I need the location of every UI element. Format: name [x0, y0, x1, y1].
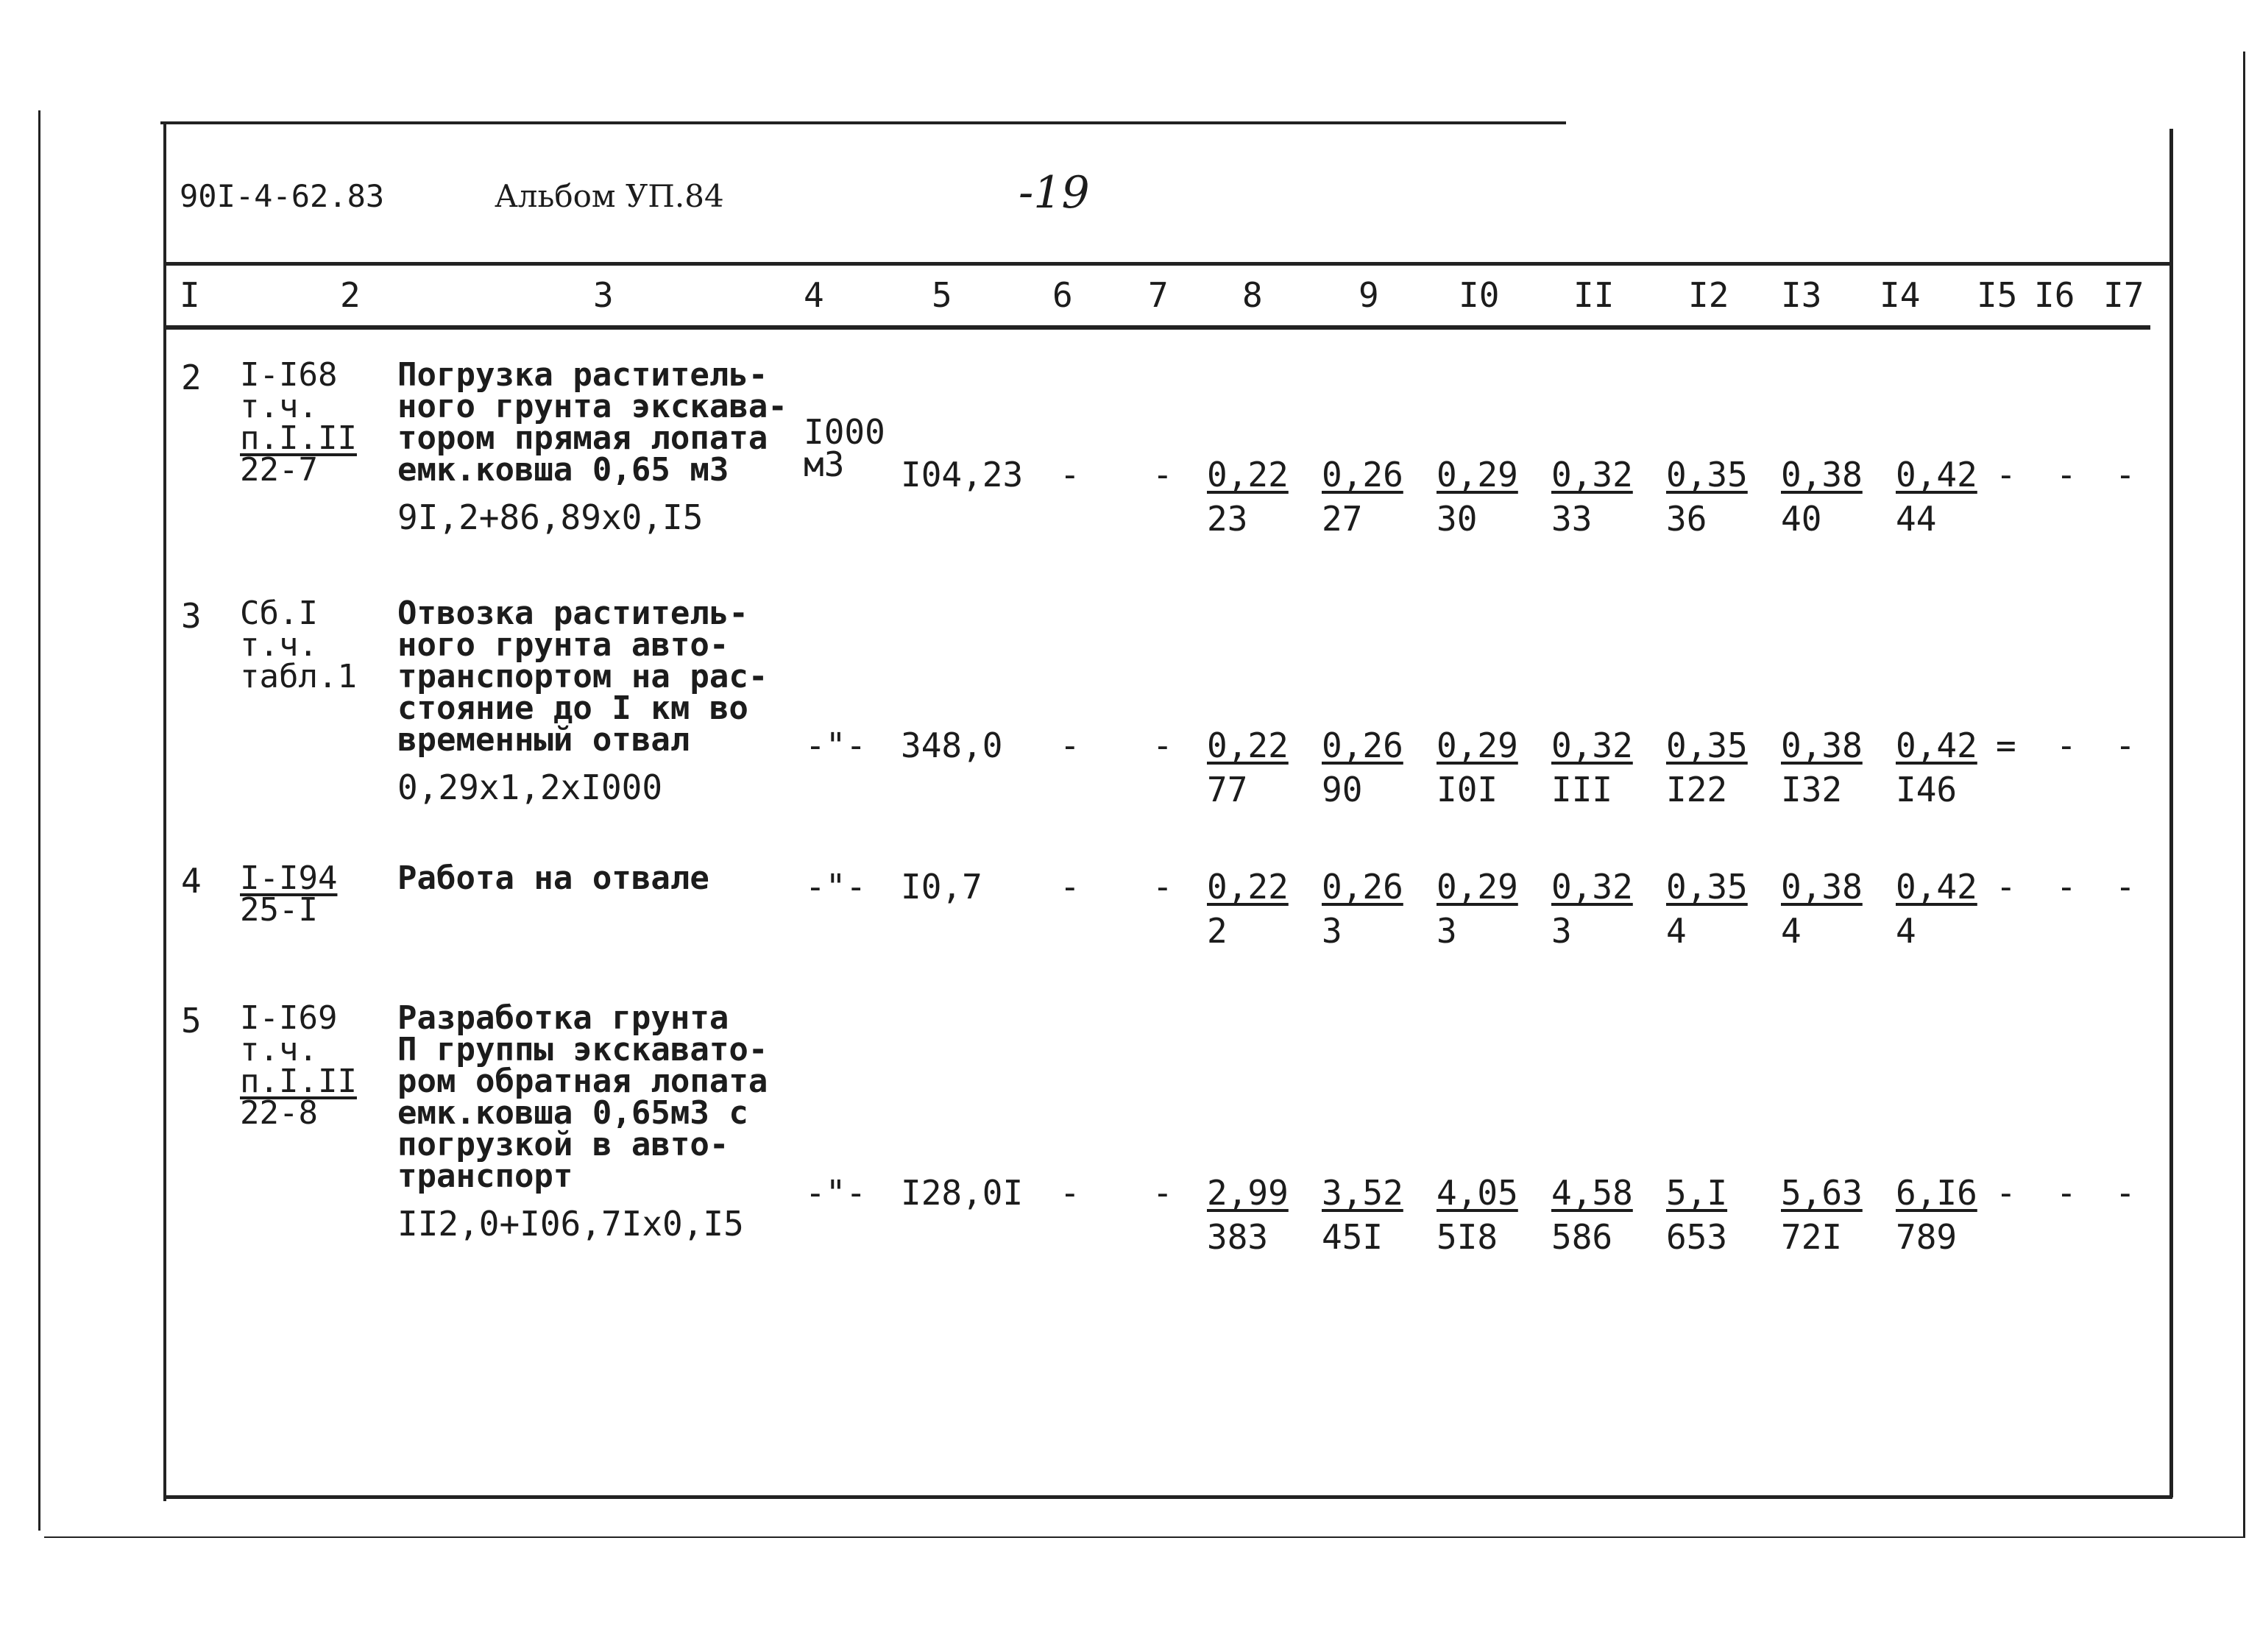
- cost-value: 72I: [1781, 1217, 1843, 1257]
- page-bottom-margin-line: [44, 1536, 2245, 1538]
- column-number: I: [180, 275, 200, 315]
- cost-value: 3: [1437, 911, 1457, 951]
- quantity-value: I04,23: [901, 455, 1024, 494]
- column-6-value: -: [1060, 455, 1080, 494]
- unit-of-measure: -"-: [805, 726, 867, 765]
- rate-coefficient: 5,I: [1666, 1173, 1728, 1213]
- cost-value: 4: [1666, 911, 1687, 951]
- cost-value: III: [1551, 770, 1613, 809]
- column-6-value: -: [1060, 726, 1080, 765]
- cost-value: 30: [1437, 499, 1478, 539]
- work-description: П группы экскавато-: [397, 1031, 768, 1068]
- cost-value: 45I: [1322, 1217, 1384, 1257]
- frame-bottom-line: [163, 1495, 2172, 1499]
- cost-value: 789: [1896, 1217, 1958, 1257]
- rate-coefficient: 0,26: [1322, 867, 1403, 907]
- page-left-margin-line: [38, 110, 40, 1531]
- rate-coefficient: 0,26: [1322, 455, 1403, 494]
- work-description: транспортом на рас-: [397, 658, 768, 695]
- header-rule-top: [163, 262, 2172, 266]
- column-17-value: -: [2115, 726, 2136, 765]
- cost-value: 383: [1207, 1217, 1269, 1257]
- column-16-value: -: [2056, 455, 2077, 494]
- rate-coefficient: 0,35: [1666, 455, 1748, 494]
- norm-reference: табл.1: [240, 658, 357, 695]
- rate-coefficient: 0,38: [1781, 455, 1863, 494]
- column-number: II: [1573, 275, 1615, 315]
- norm-reference: т.ч.: [240, 388, 318, 425]
- rate-coefficient: 2,99: [1207, 1173, 1289, 1213]
- work-description: Работа на отвале: [397, 859, 709, 897]
- cost-value: 4: [1896, 911, 1916, 951]
- cost-value: 653: [1666, 1217, 1728, 1257]
- cost-value: 4: [1781, 911, 1802, 951]
- cost-value: 23: [1207, 499, 1248, 539]
- rate-coefficient: 0,22: [1207, 726, 1289, 765]
- cost-value: 90: [1322, 770, 1363, 809]
- rate-coefficient: 5,63: [1781, 1173, 1863, 1213]
- rate-coefficient: 0,22: [1207, 455, 1289, 494]
- cost-value: 586: [1551, 1217, 1613, 1257]
- work-description: Разработка грунта: [397, 999, 729, 1037]
- rate-coefficient: 4,05: [1437, 1173, 1518, 1213]
- cost-value: 40: [1781, 499, 1822, 539]
- cost-value: 3: [1322, 911, 1342, 951]
- work-description: стояние до I км во: [397, 689, 748, 727]
- column-number: I2: [1688, 275, 1729, 315]
- row-number: 5: [181, 1001, 202, 1041]
- cost-value: 27: [1322, 499, 1363, 539]
- column-number: I4: [1880, 275, 1921, 315]
- column-number: 2: [340, 275, 361, 315]
- quantity-value: 348,0: [901, 726, 1003, 765]
- rate-coefficient: 0,35: [1666, 867, 1748, 907]
- cost-value: 2: [1207, 911, 1228, 951]
- column-number: 3: [593, 275, 614, 315]
- column-number: 4: [804, 275, 824, 315]
- column-7-value: -: [1152, 1173, 1173, 1213]
- work-description: емк.ковша 0,65 м3: [397, 451, 729, 489]
- column-7-value: -: [1152, 867, 1173, 907]
- rate-coefficient: 0,42: [1896, 455, 1977, 494]
- cost-value: I32: [1781, 770, 1843, 809]
- norm-reference: т.ч.: [240, 626, 318, 664]
- rate-coefficient: 0,32: [1551, 726, 1633, 765]
- work-description: ного грунта экскава-: [397, 388, 787, 425]
- rate-coefficient: 0,29: [1437, 455, 1518, 494]
- rate-coefficient: 0,22: [1207, 867, 1289, 907]
- column-15-value: -: [1996, 867, 2016, 907]
- column-16-value: -: [2056, 1173, 2077, 1213]
- norm-reference: т.ч.: [240, 1031, 318, 1068]
- unit-of-measure: -"-: [805, 867, 867, 907]
- unit-of-measure: -"-: [805, 1173, 867, 1213]
- cost-value: I22: [1666, 770, 1728, 809]
- column-number: I0: [1459, 275, 1500, 315]
- cost-value: 77: [1207, 770, 1248, 809]
- rate-coefficient: 0,42: [1896, 726, 1977, 765]
- rate-coefficient: 0,32: [1551, 455, 1633, 494]
- work-description: емк.ковша 0,65м3 с: [397, 1094, 748, 1132]
- rate-coefficient: 0,35: [1666, 726, 1748, 765]
- work-description: ного грунта авто-: [397, 626, 729, 664]
- column-number: I3: [1781, 275, 1822, 315]
- column-15-value: =: [1996, 726, 2016, 765]
- norm-reference: I-I69: [240, 999, 338, 1037]
- rate-coefficient: 6,I6: [1896, 1173, 1977, 1213]
- rate-coefficient: 0,26: [1322, 726, 1403, 765]
- album-label: Альбом УП.84: [495, 178, 724, 214]
- norm-reference: 22-8: [240, 1094, 318, 1132]
- column-number: 8: [1242, 275, 1263, 315]
- norm-reference: п.I.II: [240, 419, 357, 457]
- row-number: 2: [181, 358, 202, 397]
- rate-coefficient: 0,29: [1437, 867, 1518, 907]
- frame-top-line: [160, 121, 1566, 124]
- document-code: 90I-4-62.83: [180, 178, 385, 214]
- column-number: I7: [2103, 275, 2144, 315]
- column-number: 6: [1052, 275, 1073, 315]
- column-7-value: -: [1152, 455, 1173, 494]
- rate-coefficient: 0,42: [1896, 867, 1977, 907]
- norm-reference: 22-7: [240, 451, 318, 489]
- quantity-value: I0,7: [901, 867, 982, 907]
- work-description: Погрузка раститель-: [397, 356, 768, 394]
- column-number: I6: [2034, 275, 2075, 315]
- unit-of-measure: I000: [804, 412, 885, 452]
- norm-reference: п.I.II: [240, 1063, 357, 1100]
- column-number: 5: [932, 275, 952, 315]
- row-number: 4: [181, 861, 202, 901]
- rate-coefficient: 0,29: [1437, 726, 1518, 765]
- unit-of-measure: м3: [804, 444, 845, 484]
- norm-reference: Сб.I: [240, 595, 318, 632]
- column-16-value: -: [2056, 867, 2077, 907]
- column-7-value: -: [1152, 726, 1173, 765]
- cost-value: 33: [1551, 499, 1593, 539]
- cost-value: 5I8: [1437, 1217, 1498, 1257]
- quantity-value: I28,0I: [901, 1173, 1024, 1213]
- column-15-value: -: [1996, 1173, 2016, 1213]
- norm-reference: I-I68: [240, 356, 338, 394]
- page-right-margin-line: [2243, 52, 2245, 1538]
- work-description: ром обратная лопата: [397, 1063, 768, 1100]
- rate-coefficient: 0,32: [1551, 867, 1633, 907]
- column-number: 7: [1148, 275, 1169, 315]
- column-6-value: -: [1060, 867, 1080, 907]
- work-description: Отвозка раститель-: [397, 595, 748, 632]
- work-description: погрузкой в авто-: [397, 1126, 729, 1163]
- norm-reference: I-I94: [240, 859, 338, 897]
- frame-right-line: [2169, 129, 2173, 1497]
- page-number: -19: [1019, 167, 1090, 219]
- rate-coefficient: 3,52: [1322, 1173, 1403, 1213]
- cost-value: I0I: [1437, 770, 1498, 809]
- rate-coefficient: 0,38: [1781, 867, 1863, 907]
- column-6-value: -: [1060, 1173, 1080, 1213]
- rate-coefficient: 0,38: [1781, 726, 1863, 765]
- work-description: тором прямая лопата: [397, 419, 768, 457]
- column-number: I5: [1977, 275, 2018, 315]
- cost-value: 44: [1896, 499, 1937, 539]
- row-number: 3: [181, 596, 202, 636]
- work-description: временный отвал: [397, 721, 690, 759]
- work-description: транспорт: [397, 1158, 573, 1195]
- quantity-formula: 0,29x1,2xI000: [397, 767, 663, 807]
- rate-coefficient: 4,58: [1551, 1173, 1633, 1213]
- column-17-value: -: [2115, 455, 2136, 494]
- header-rule-bottom: [163, 325, 2150, 330]
- column-16-value: -: [2056, 726, 2077, 765]
- cost-value: 36: [1666, 499, 1707, 539]
- norm-reference: 25-I: [240, 891, 318, 929]
- cost-value: 3: [1551, 911, 1572, 951]
- quantity-formula: 9I,2+86,89x0,I5: [397, 497, 704, 537]
- cost-value: I46: [1896, 770, 1958, 809]
- column-17-value: -: [2115, 1173, 2136, 1213]
- quantity-formula: II2,0+I06,7Ix0,I5: [397, 1204, 744, 1244]
- column-17-value: -: [2115, 867, 2136, 907]
- column-15-value: -: [1996, 455, 2016, 494]
- column-number: 9: [1359, 275, 1379, 315]
